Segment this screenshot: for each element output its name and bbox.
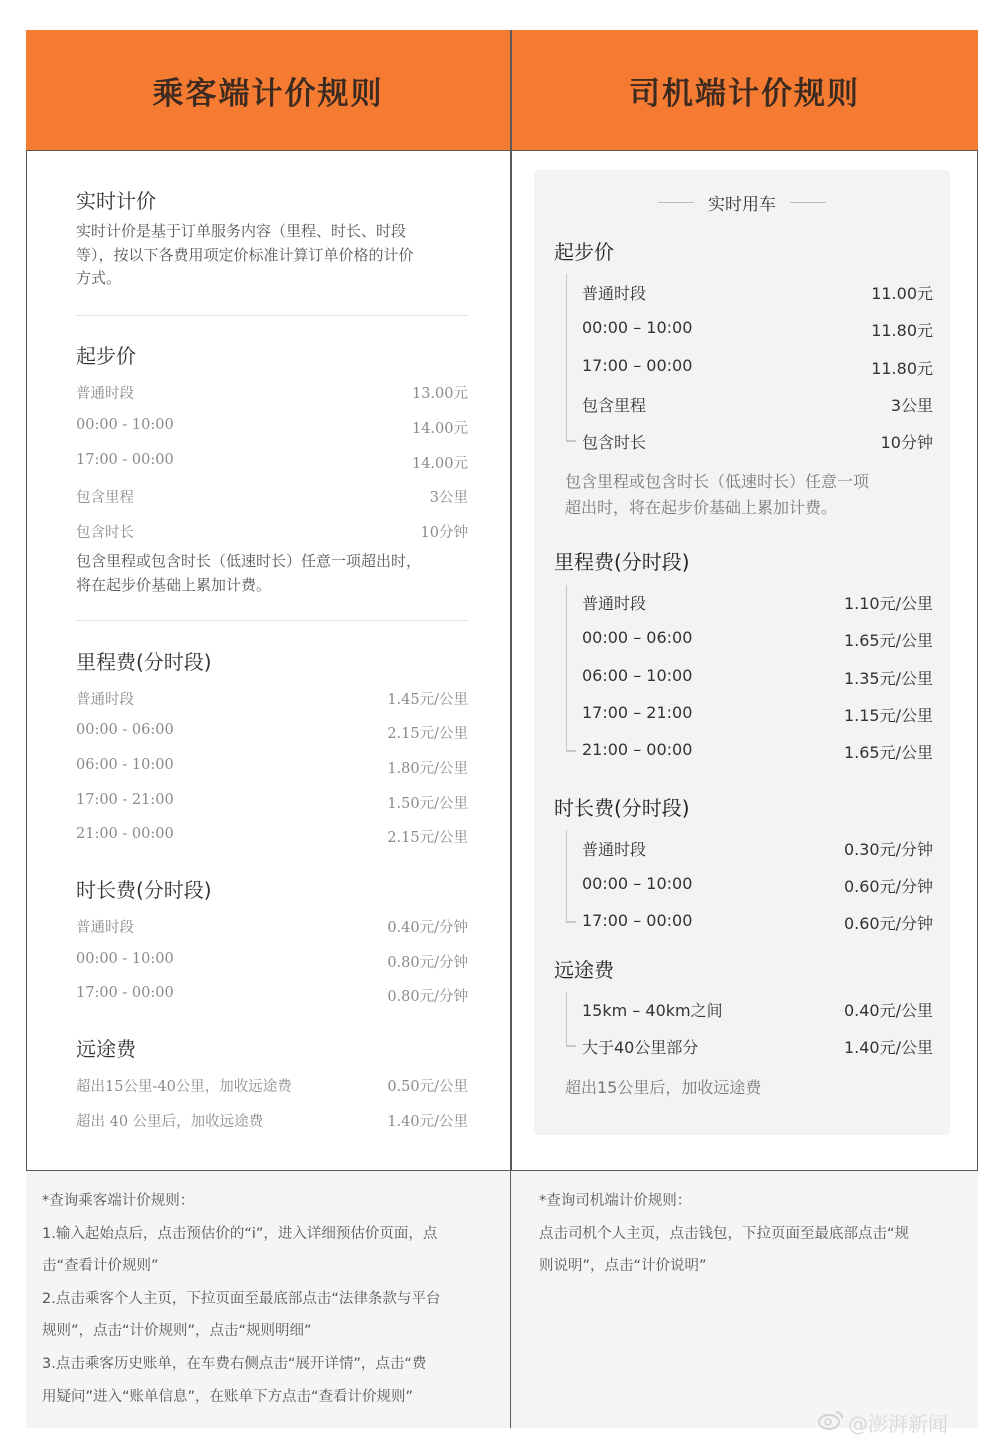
price-row-value: 11.80元 — [871, 321, 933, 340]
price-row-label: 普通时段 — [76, 692, 134, 708]
price-row-label: 大于40公里部分 — [582, 1038, 699, 1057]
passenger-duration-title: 时长费(分时段) — [76, 878, 212, 902]
note-line: 包含里程或包含时长（低速时长）任意一项 — [565, 472, 870, 491]
price-row-value: 0.60元/分钟 — [843, 877, 933, 896]
price-row-label: 21:00 - 00:00 — [76, 826, 174, 842]
footer-line: *查询乘客端计价规则： — [42, 1193, 195, 1209]
price-row-label: 包含时长 — [582, 433, 647, 452]
price-row — [76, 1075, 468, 1096]
price-row-label: 普通时段 — [582, 284, 647, 303]
price-row — [582, 666, 933, 689]
subtitle-rule — [658, 202, 694, 203]
price-row-label: 17:00 - 21:00 — [76, 792, 174, 808]
price-row-label: 普通时段 — [76, 920, 134, 936]
price-row-value: 3公里 — [890, 396, 933, 415]
price-row — [76, 382, 468, 403]
tree-line — [566, 585, 578, 751]
footer-line: 规则”，点击“计价规则”，点击“规则明细” — [42, 1323, 312, 1340]
tree-line — [566, 992, 578, 1046]
price-row — [76, 521, 468, 542]
price-row — [582, 281, 933, 304]
price-row — [76, 722, 468, 743]
realtime-desc-line: 方式。 — [76, 269, 122, 287]
tree-tick — [566, 1045, 576, 1047]
driver-card — [534, 170, 950, 1135]
footer-line: 1.输入起始点后，点击预估价的“i”，进入详细预估价页面，点 — [42, 1225, 438, 1242]
price-row-label: 普通时段 — [582, 594, 647, 613]
price-row-label: 超出15公里-40公里，加收远途费 — [76, 1079, 292, 1095]
price-row-value: 13.00元 — [411, 386, 468, 402]
watermark-text: @澎湃新闻 — [848, 1412, 948, 1436]
price-row — [76, 417, 468, 438]
price-row — [582, 430, 933, 453]
passenger-footer-text — [42, 1185, 502, 1413]
footer-line: 用疑问”进入“账单信息”，在账单下方点击“查看计价规则” — [42, 1388, 414, 1405]
price-row-label: 包含里程 — [582, 396, 647, 415]
price-row — [582, 591, 933, 614]
price-row-value: 1.40元/公里 — [843, 1038, 933, 1057]
price-row-label: 17:00 - 00:00 — [76, 452, 174, 468]
note-line: 包含里程或包含时长（低速时长）任意一项超出时， — [76, 552, 422, 570]
price-row-value: 0.50元/公里 — [387, 1079, 468, 1095]
passenger-distance-title: 里程费(分时段) — [76, 650, 212, 674]
price-row — [76, 688, 468, 709]
price-row — [582, 740, 933, 763]
price-row-value: 11.80元 — [871, 359, 933, 378]
realtime-desc — [76, 220, 468, 291]
price-row-value: 1.40元/公里 — [387, 1114, 468, 1130]
price-row-value: 3公里 — [429, 490, 468, 506]
price-row-value: 0.30元/分钟 — [843, 840, 933, 859]
price-row-value: 1.45元/公里 — [387, 692, 468, 708]
footer-line: *查询司机端计价规则： — [539, 1193, 692, 1209]
driver-footer-text — [539, 1185, 969, 1283]
footer-line: 点击司机个人主页，点击钱包，下拉页面至最底部点击“规 — [539, 1225, 910, 1242]
passenger-header-title: 乘客端计价规则 — [152, 75, 384, 112]
price-row-label: 00:00 – 06:00 — [582, 628, 693, 647]
price-row — [76, 757, 468, 778]
price-row-value: 0.60元/分钟 — [843, 914, 933, 933]
driver-distance-title: 里程费(分时段) — [554, 550, 690, 574]
price-row-label: 00:00 - 10:00 — [76, 951, 174, 967]
driver-base-note — [565, 469, 935, 521]
price-row-label: 00:00 – 10:00 — [582, 318, 693, 337]
price-row — [582, 393, 933, 416]
driver-subtitle-text: 实时用车 — [708, 195, 776, 215]
price-row-label: 21:00 – 00:00 — [582, 740, 693, 759]
note-line: 将在起步价基础上累加计费。 — [76, 576, 272, 594]
price-row — [76, 826, 468, 847]
price-row-label: 06:00 – 10:00 — [582, 666, 693, 685]
price-row-value: 0.80元/分钟 — [387, 989, 468, 1005]
subtitle-rule — [790, 202, 826, 203]
driver-base-title: 起步价 — [554, 240, 614, 264]
price-row-label: 17:00 – 21:00 — [582, 703, 693, 722]
price-row-value: 14.00元 — [411, 456, 468, 472]
realtime-title: 实时计价 — [76, 189, 156, 213]
price-row-label: 06:00 - 10:00 — [76, 757, 174, 773]
price-row — [582, 703, 933, 726]
price-row — [76, 951, 468, 972]
price-row — [76, 452, 468, 473]
tree-tick — [566, 750, 576, 752]
price-row-label: 17:00 - 00:00 — [76, 985, 174, 1001]
tree-line — [566, 830, 578, 922]
price-row-value: 2.15元/公里 — [387, 726, 468, 742]
price-row-value: 1.65元/公里 — [843, 743, 933, 762]
weibo-icon — [818, 1409, 844, 1436]
driver-duration-title: 时长费(分时段) — [554, 796, 690, 820]
price-row-label: 普通时段 — [76, 386, 134, 402]
price-row-value: 1.15元/公里 — [843, 706, 933, 725]
driver-footer — [511, 1170, 978, 1428]
price-row — [582, 998, 933, 1021]
price-row-label: 17:00 – 00:00 — [582, 356, 693, 375]
price-row-value: 14.00元 — [411, 421, 468, 437]
footer-line: 则说明”，点击“计价说明” — [539, 1258, 707, 1275]
price-row — [582, 911, 933, 934]
price-row-label: 00:00 - 10:00 — [76, 417, 174, 433]
note-line: 超出时，将在起步价基础上累加计费。 — [565, 498, 838, 517]
price-row-label: 超出 40 公里后，加收远途费 — [76, 1114, 264, 1130]
driver-longdistance-title: 远途费 — [554, 958, 614, 982]
price-row — [76, 916, 468, 937]
price-row-label: 00:00 - 06:00 — [76, 722, 174, 738]
tree-line — [566, 274, 578, 441]
passenger-base-title: 起步价 — [76, 344, 136, 368]
price-row — [582, 1035, 933, 1058]
realtime-desc-line: 等），按以下各费用项定价标准计算订单价格的计价 — [76, 245, 414, 264]
price-row — [582, 628, 933, 651]
price-row-label: 包含里程 — [76, 490, 134, 506]
footer-line: 击“查看计价规则” — [42, 1258, 159, 1275]
price-row — [582, 356, 933, 379]
divider — [76, 315, 468, 316]
price-row-value: 11.00元 — [871, 284, 933, 303]
passenger-base-note — [76, 549, 468, 597]
price-row-value: 10分钟 — [420, 525, 468, 541]
divider — [76, 620, 468, 621]
price-row-value: 1.80元/公里 — [387, 761, 468, 777]
footer-line: 2.点击乘客个人主页，下拉页面至最底部点击“法律条款与平台 — [42, 1290, 441, 1307]
price-row — [76, 486, 468, 507]
price-row-label: 包含时长 — [76, 525, 134, 541]
driver-header-title: 司机端计价规则 — [629, 75, 860, 112]
price-row-label: 00:00 – 10:00 — [582, 874, 693, 893]
price-row-value: 0.80元/分钟 — [387, 955, 468, 971]
driver-longdistance-note: 超出15公里后，加收远途费 — [565, 1078, 762, 1097]
price-row-value: 0.40元/分钟 — [387, 920, 468, 936]
realtime-desc-line: 实时计价是基于订单服务内容（里程、时长、时段 — [76, 222, 407, 240]
passenger-longdistance-title: 远途费 — [76, 1037, 136, 1061]
price-row — [582, 874, 933, 897]
price-row — [582, 837, 933, 860]
price-row-value: 1.10元/公里 — [843, 594, 933, 613]
price-row-value: 1.65元/公里 — [843, 631, 933, 650]
price-row-label: 17:00 – 00:00 — [582, 911, 693, 930]
price-row — [582, 318, 933, 341]
price-row-value: 0.40元/公里 — [843, 1001, 933, 1020]
price-row — [76, 1110, 468, 1131]
driver-header — [511, 30, 978, 151]
price-row-label: 普通时段 — [582, 840, 647, 859]
price-row-value: 1.35元/公里 — [843, 669, 933, 688]
driver-subtitle — [534, 190, 950, 215]
price-row-value: 10分钟 — [880, 433, 933, 452]
price-row — [76, 985, 468, 1006]
price-row-value: 2.15元/公里 — [387, 830, 468, 846]
watermark — [818, 1408, 948, 1437]
tree-tick — [566, 440, 576, 442]
passenger-header — [26, 30, 510, 151]
price-row-label: 15km – 40km之间 — [582, 1001, 723, 1020]
passenger-footer — [26, 1170, 510, 1428]
tree-tick — [566, 921, 576, 923]
price-row — [76, 792, 468, 813]
price-row-value: 1.50元/公里 — [387, 796, 468, 812]
footer-line: 3.点击乘客历史账单，在车费右侧点击“展开详情”，点击“费 — [42, 1355, 427, 1372]
